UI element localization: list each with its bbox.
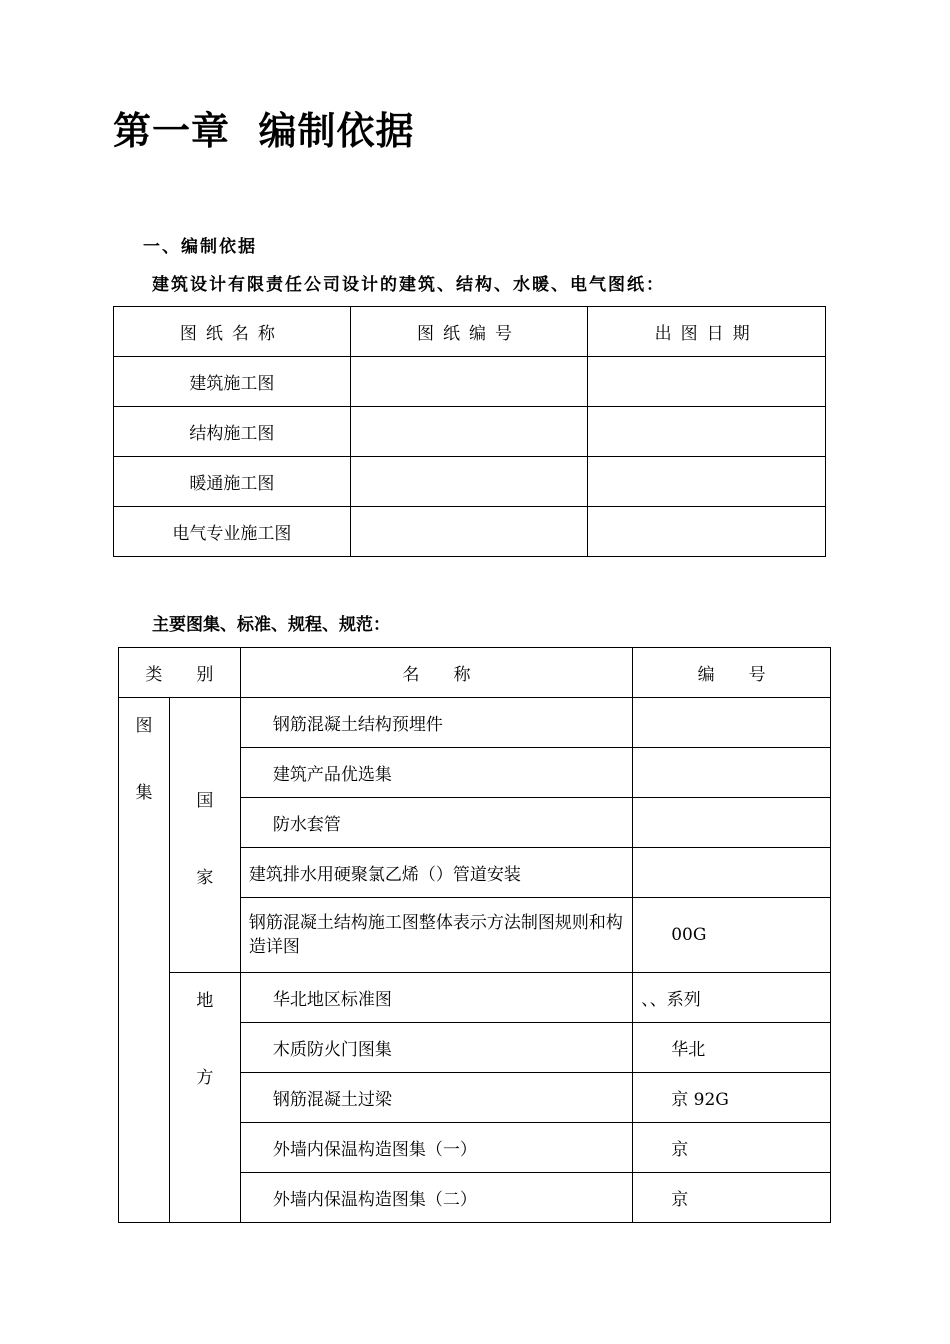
standard-code-cell: 京 92G — [633, 1073, 831, 1123]
header-drawing-number: 图纸编号 — [350, 307, 588, 357]
local-label-char: 地 — [196, 991, 214, 1011]
standard-name-cell: 钢筋混凝土结构预埋件 — [240, 698, 632, 748]
standard-code-cell: 、、系列 — [633, 973, 831, 1023]
standard-name-cell: 防水套管 — [240, 798, 632, 848]
national-category-cell — [169, 698, 240, 973]
standard-name-cell: 建筑排水用硬聚氯乙烯（）管道安装 — [240, 848, 632, 898]
standard-name-cell: 外墙内保温构造图集（一） — [240, 1123, 632, 1173]
issue-date-cell — [588, 407, 826, 457]
table-row — [114, 457, 826, 507]
chapter-title: 第一章 编制依据 — [113, 109, 415, 153]
table-row — [119, 698, 831, 748]
drawing-number-cell — [350, 407, 588, 457]
table-header-row — [119, 648, 831, 698]
standard-name-cell: 建筑产品优选集 — [240, 748, 632, 798]
drawing-name-cell: 结构施工图 — [114, 407, 351, 457]
drawing-number-cell — [350, 507, 588, 557]
table-row — [114, 407, 826, 457]
table-header-row — [114, 307, 826, 357]
drawings-table — [113, 306, 826, 557]
standard-name-cell: 华北地区标准图 — [240, 973, 632, 1023]
issue-date-cell — [588, 357, 826, 407]
table-row — [114, 507, 826, 557]
drawing-number-cell — [350, 357, 588, 407]
table-row — [119, 973, 831, 1023]
standard-code-cell: 华北 — [633, 1023, 831, 1073]
standard-code-cell — [633, 798, 831, 848]
standards-intro: 主要图集、标准、规程、规范： — [152, 615, 390, 635]
drawings-intro: 建筑设计有限责任公司设计的建筑、结构、水暖、电气图纸： — [152, 275, 665, 295]
standards-table — [118, 647, 831, 1223]
drawing-name-cell: 建筑施工图 — [114, 357, 351, 407]
standard-name-cell: 外墙内保温构造图集（二） — [240, 1173, 632, 1223]
header-category: 类 别 — [119, 648, 241, 698]
standard-code-cell — [633, 698, 831, 748]
issue-date-cell — [588, 457, 826, 507]
national-label-char: 国 — [196, 791, 214, 811]
standard-code-cell: 京 — [633, 1123, 831, 1173]
standard-code-cell: 00G — [633, 898, 831, 973]
national-label-char: 家 — [196, 868, 214, 888]
local-label-char: 方 — [196, 1068, 214, 1088]
issue-date-cell — [588, 507, 826, 557]
header-code: 编 号 — [633, 648, 831, 698]
standard-code-cell — [633, 848, 831, 898]
drawing-name-cell: 暖通施工图 — [114, 457, 351, 507]
standard-name-cell: 钢筋混凝土结构施工图整体表示方法制图规则和构造详图 — [240, 898, 632, 973]
drawing-name-cell: 电气专业施工图 — [114, 507, 351, 557]
standard-name-cell: 木质防火门图集 — [240, 1023, 632, 1073]
category-atlas-cell — [119, 698, 170, 1223]
table-row — [114, 357, 826, 407]
drawing-number-cell — [350, 457, 588, 507]
standard-code-cell — [633, 748, 831, 798]
header-name: 名 称 — [240, 648, 632, 698]
header-drawing-name: 图纸名称 — [114, 307, 351, 357]
category-label-char: 图 — [135, 716, 153, 736]
standard-name-cell: 钢筋混凝土过梁 — [240, 1073, 632, 1123]
standard-code-cell: 京 — [633, 1173, 831, 1223]
header-issue-date: 出图日期 — [588, 307, 826, 357]
section-title: 一、编制依据 — [143, 237, 257, 257]
local-category-cell — [169, 973, 240, 1223]
category-label-char: 集 — [135, 783, 153, 803]
